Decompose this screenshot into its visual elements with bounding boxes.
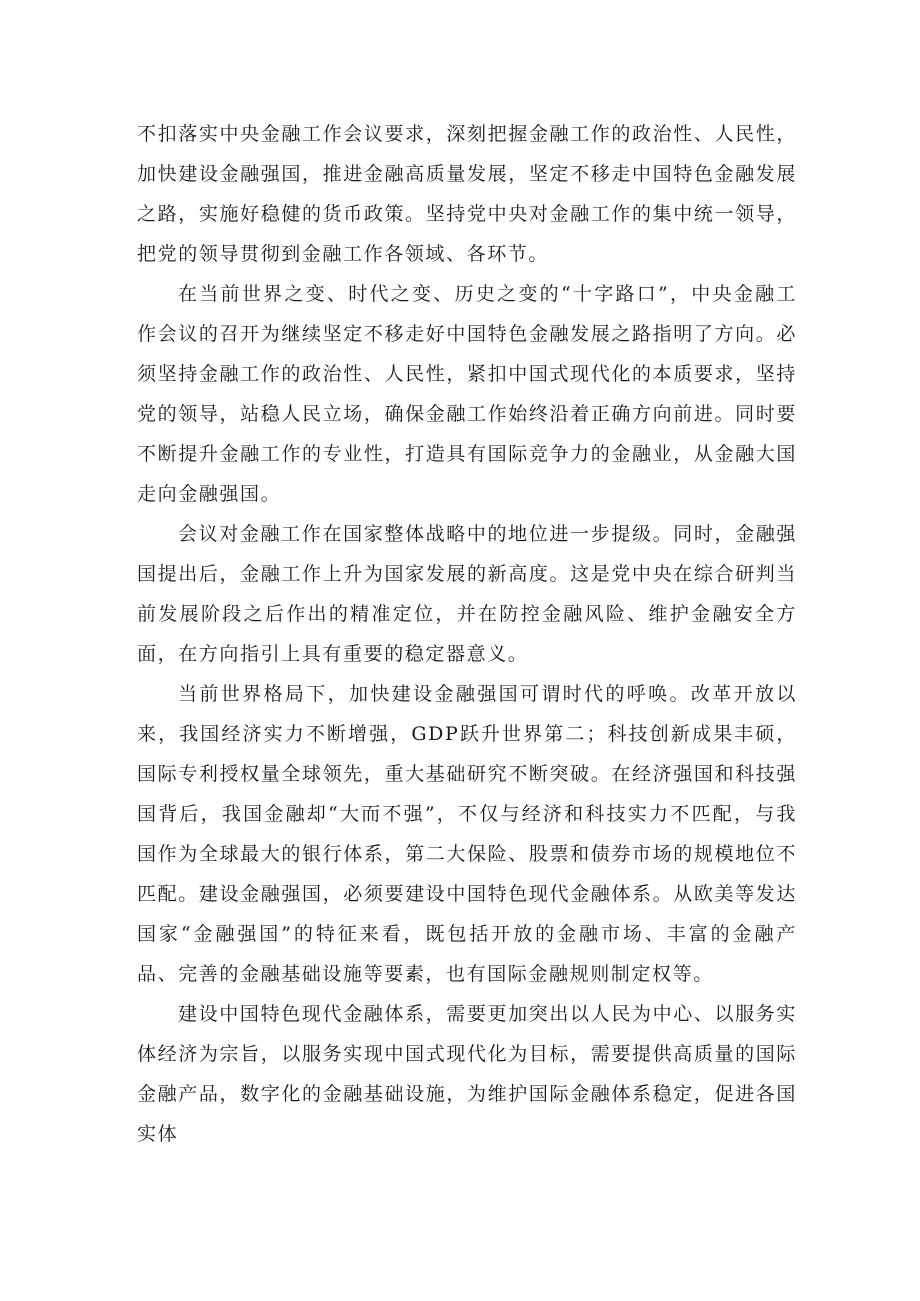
document-body [137,114,797,1154]
paragraph-3: 会议对金融工作在国家整体战略中的地位进一步提级。同时，金融强国提出后，金融工作上升为国家发展的新高度。这是党中央在综合研判当前发展阶段之后作出的精准定位，并在防控金融风险、维护金融安全方面，在方向指引上具有重要的稳定器意义。 [137,523,797,665]
paragraph-4: 当前世界格局下，加快建设金融强国可谓时代的呼唤。改革开放以来，我国经济实力不断增强，GDP跃升世界第二；科技创新成果丰硕，国际专利授权量全球领先，重大基础研究不断突破。在经济强国和科技强国背后，我国金融却“大而不强”，不仅与经济和科技实力不匹配，与我国作为全球最大的银行体系，第二大保险、股票和债券市场的规模地位不匹配。建设金融强国，必须要建设中国特色现代金融体系。从欧美等发达国家“金融强国”的特征来看，既包括开放的金融市场、丰富的金融产品、完善的金融基础设施等要素，也有国际金融规则制定权等。 [137,683,797,985]
paragraph-5: 建设中国特色现代金融体系，需要更加突出以人民为中心、以服务实体经济为宗旨，以服务实现中国式现代化为目标，需要提供高质量的国际金融产品，数字化的金融基础设施，为维护国际金融体系稳定，促进各国实体 [137,1003,797,1145]
paragraph-2: 在当前世界之变、时代之变、历史之变的“十字路口”，中央金融工作会议的召开为继续坚定不移走好中国特色金融发展之路指明了方向。必须坚持金融工作的政治性、人民性，紧扣中国式现代化的本质要求，坚持党的领导，站稳人民立场，确保金融工作始终沿着正确方向前进。同时要不断提升金融工作的专业性，打造具有国际竞争力的金融业，从金融大国走向金融强国。 [137,283,797,505]
paragraph-1: 不扣落实中央金融工作会议要求，深刻把握金融工作的政治性、人民性，加快建设金融强国，推进金融高质量发展，坚定不移走中国特色金融发展之路，实施好稳健的货币政策。坚持党中央对金融工作的集中统一领导，把党的领导贯彻到金融工作各领域、各环节。 [137,123,797,265]
